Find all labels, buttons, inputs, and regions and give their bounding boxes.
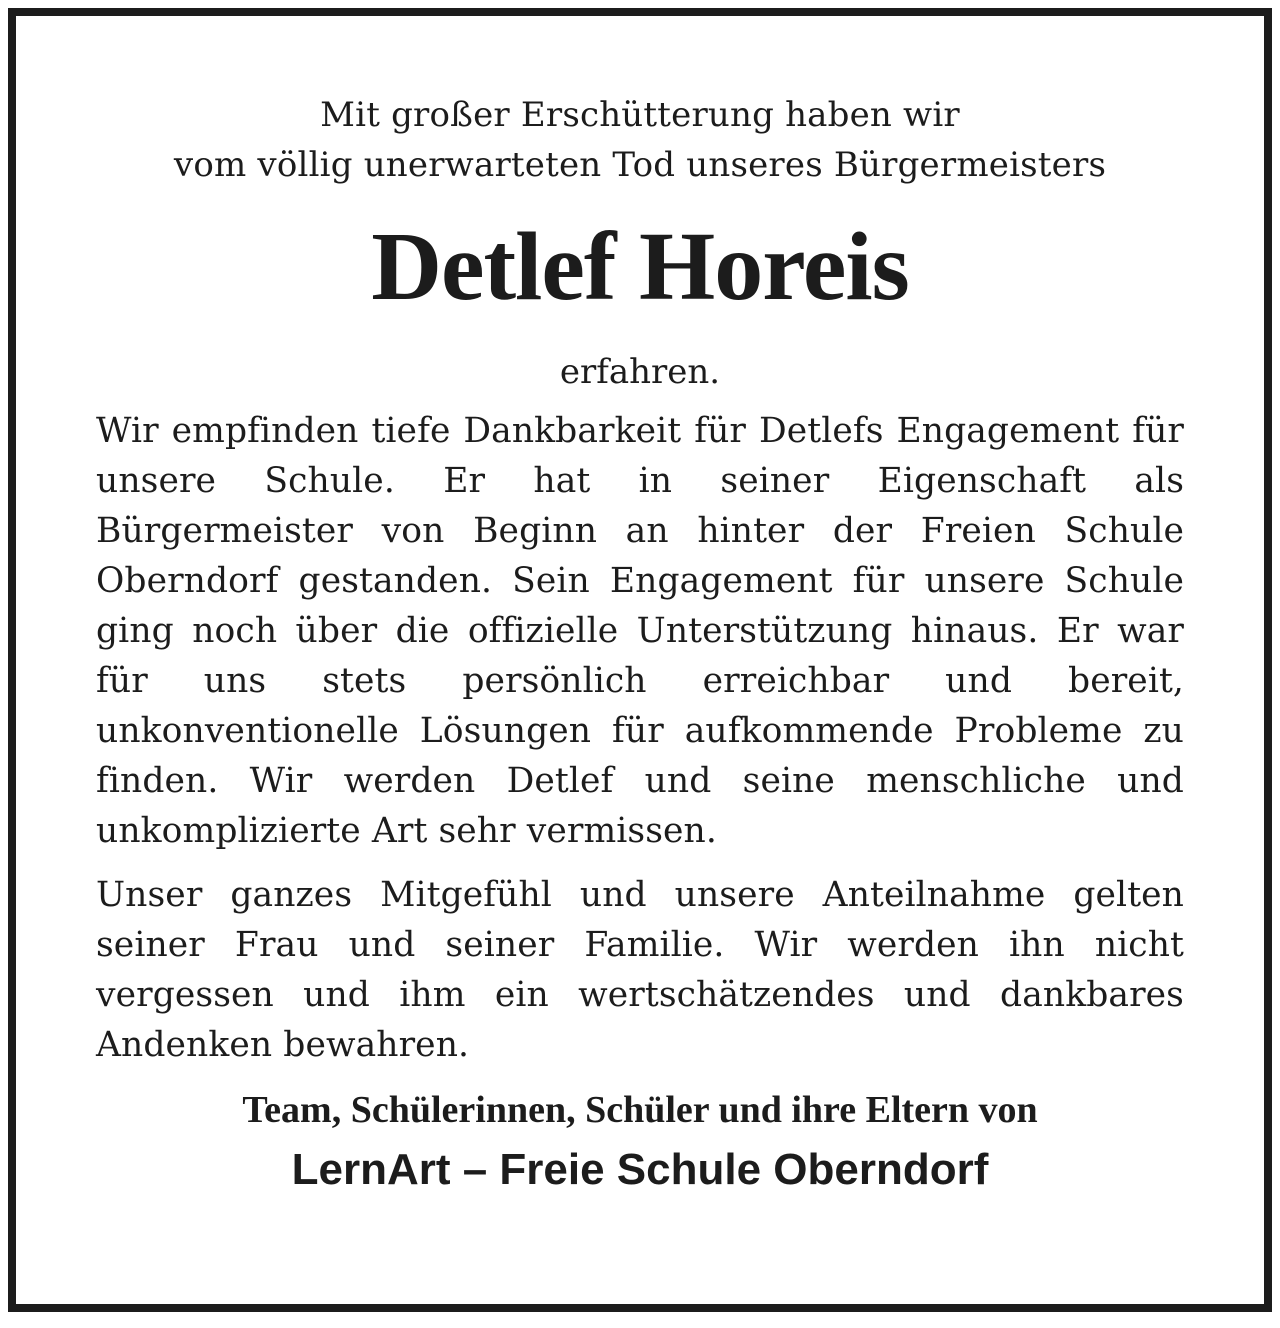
learned-text: erfahren. (559, 352, 721, 392)
intro-line-1: Mit großer Erschütterung haben wir (320, 95, 960, 135)
intro-line-2: vom völlig unerwarteten Tod unseres Bürgermeisters (173, 145, 1107, 185)
condolence-paragraph: Unser ganzes Mitgefühl und unsere Anteilnahme gelten seiner Frau und seiner Familie. Wir werden ihn nicht vergessen und ihm ein wertschätzendes und dankbares Andenken bewahren. (96, 875, 1184, 1065)
intro-text (96, 90, 1184, 190)
obituary-notice-frame (8, 8, 1272, 1312)
gratitude-paragraph: Wir empfinden tiefe Dankbarkeit für Detlefs Engagement für unsere Schule. Er hat in seiner Eigenschaft als Bürgermeister von Beginn an hinter der Freien Schule Oberndorf gestanden. Sein Engagement für unsere Schule ging noch über die offizielle Unterstützung hinaus. Er war für uns stets persönlich erreichbar und bereit, unkonventionelle Lösungen für aufkommende Probleme zu finden. Wir werden Detlef und seine menschliche und unkomplizierte Art sehr vermissen. (96, 411, 1184, 851)
obituary-notice-content (96, 16, 1184, 1304)
deceased-name: Detlef Horeis (371, 213, 909, 321)
signers-line: Team, Schülerinnen, Schüler und ihre Eltern von (242, 1089, 1038, 1131)
school-name: LernArt – Freie Schule Oberndorf (291, 1145, 989, 1194)
